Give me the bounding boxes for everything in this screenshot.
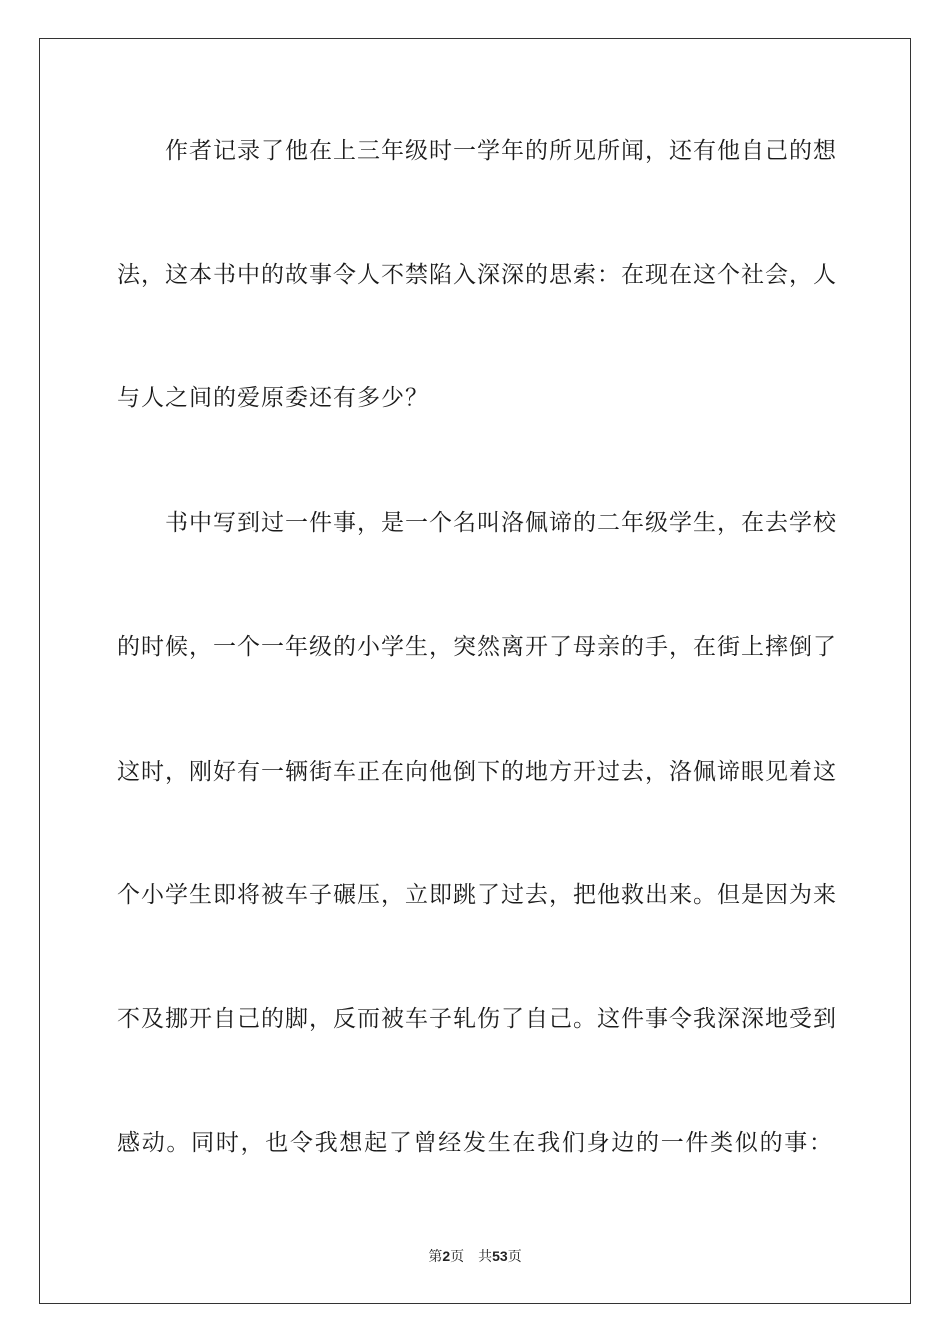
text-line-7: 个小学生即将被车子碾压，立即跳了过去，把他救出来。但是因为来	[117, 882, 837, 908]
page-footer	[0, 1247, 950, 1266]
text-line-9: 感动。同时，也令我想起了曾经发生在我们身边的一件类似的事：	[117, 1130, 833, 1156]
text-line-3: 与人之间的爱原委还有多少？	[117, 385, 429, 411]
page-prefix: 第	[428, 1249, 443, 1265]
text-line-5: 的时候，一个一年级的小学生，突然离开了母亲的手，在街上摔倒了	[117, 634, 837, 660]
text-line-8: 不及挪开自己的脚，反而被车子轧伤了自己。这件事令我深深地受到	[117, 1006, 837, 1032]
page-suffix: 页	[450, 1249, 465, 1265]
text-line-2: 法，这本书中的故事令人不禁陷入深深的思索：在现在这个社会，人	[117, 262, 837, 288]
text-line-6: 这时，刚好有一辆街车正在向他倒下的地方开过去，洛佩谛眼见着这	[117, 759, 837, 785]
page-frame	[39, 38, 911, 1304]
text-line-1: 作者记录了他在上三年级时一学年的所见所闻，还有他自己的想	[165, 138, 837, 164]
total-prefix: 共	[478, 1249, 493, 1265]
text-line-4: 书中写到过一件事，是一个名叫洛佩谛的二年级学生，在去学校	[165, 510, 837, 536]
page-number: 2	[442, 1248, 451, 1264]
total-pages: 53	[492, 1248, 508, 1264]
total-suffix: 页	[507, 1249, 522, 1265]
